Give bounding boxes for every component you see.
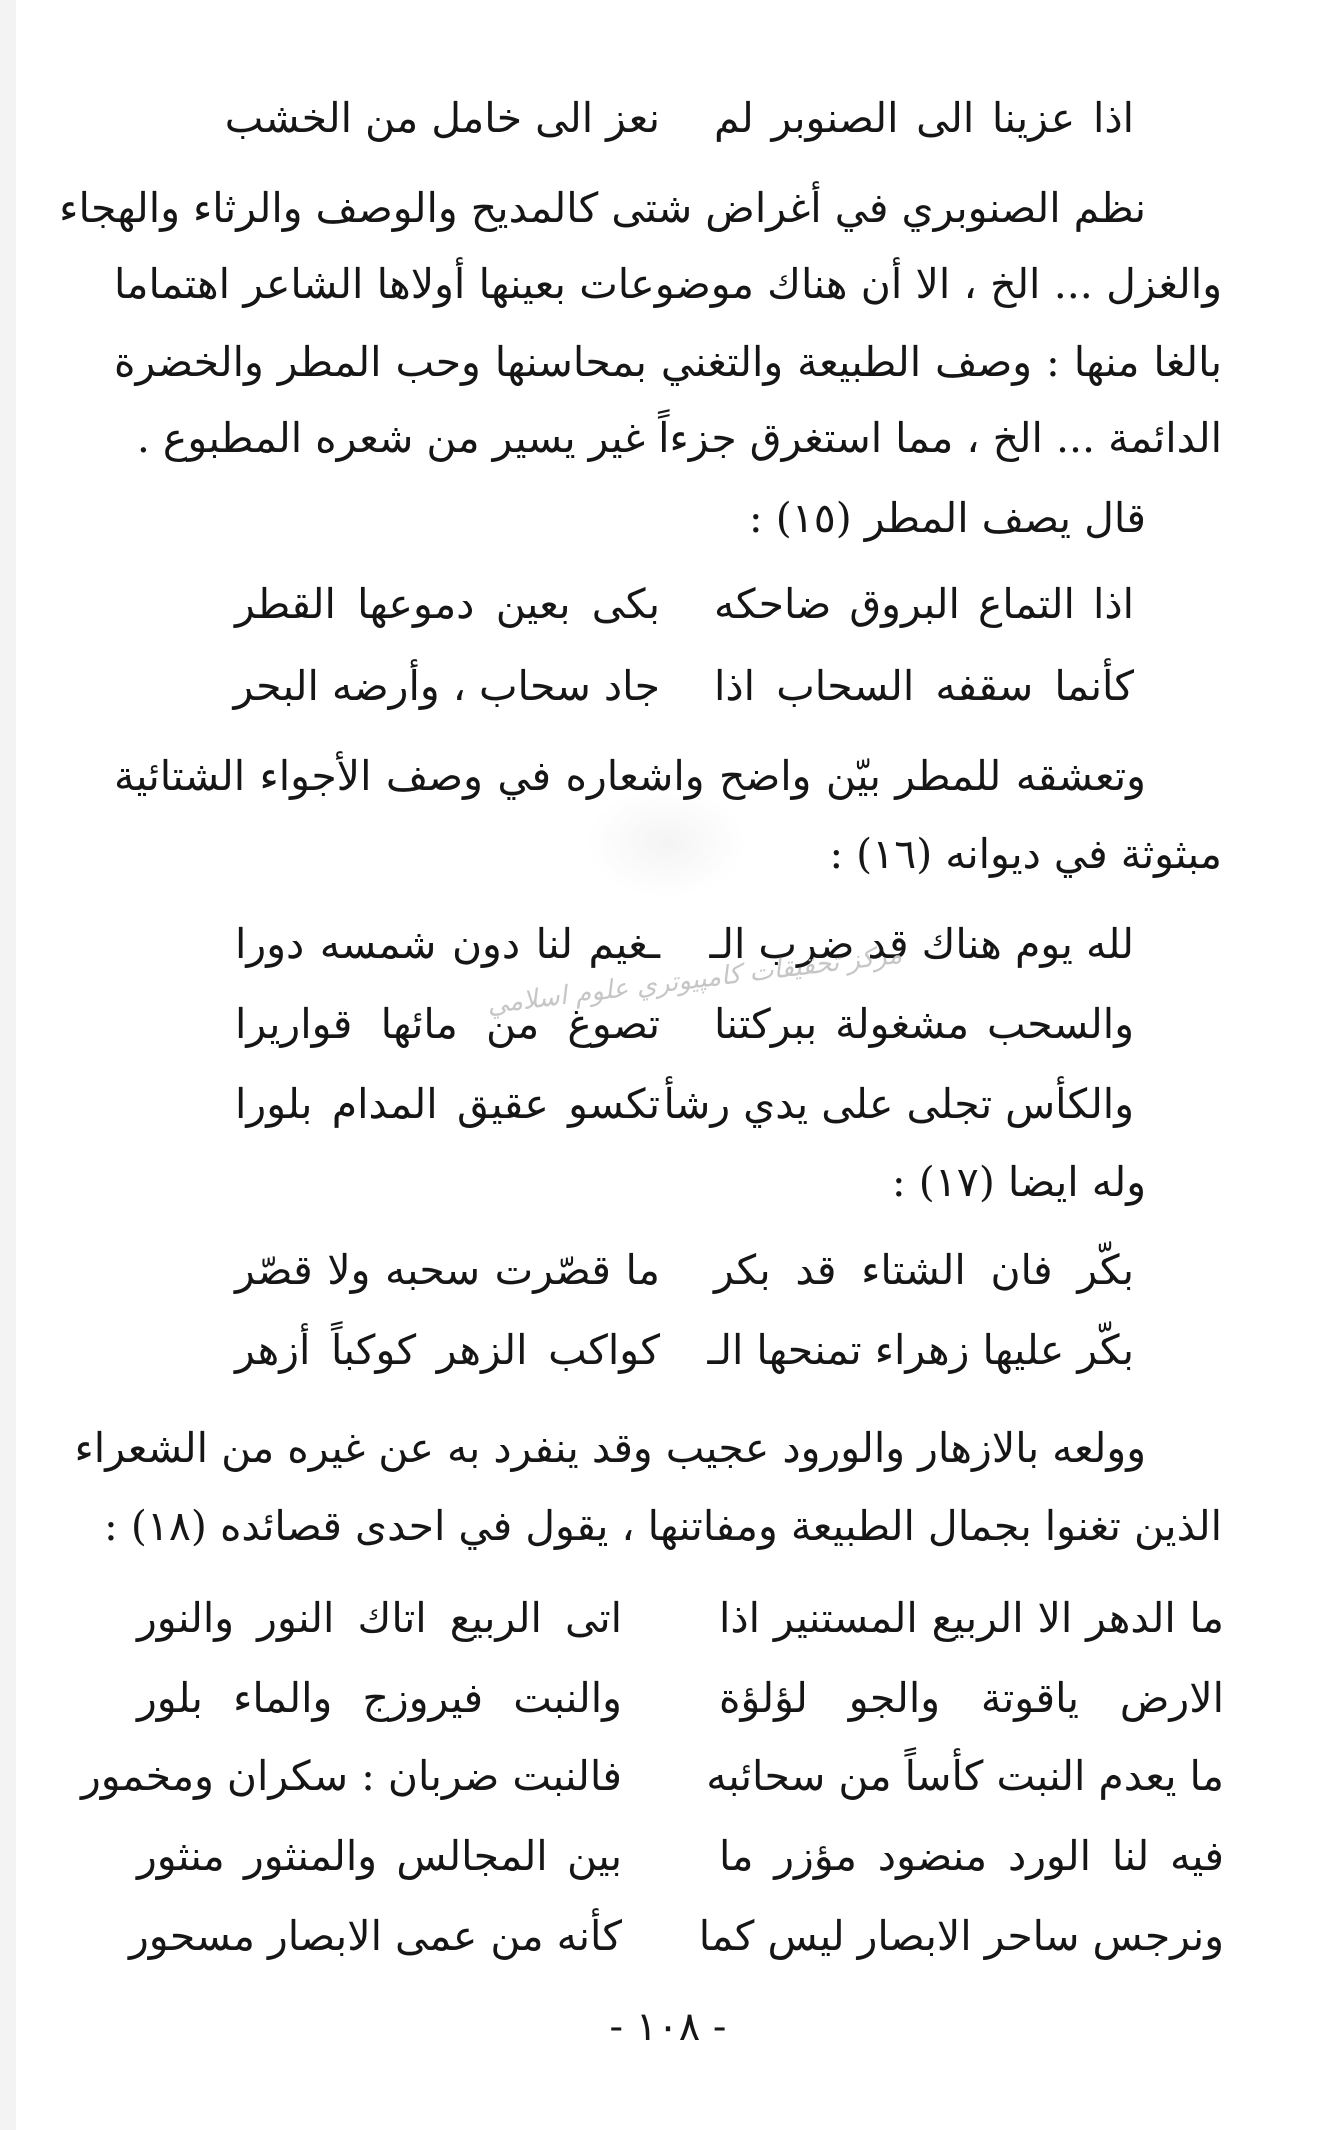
paragraph-line: مبثوثة في ديوانه (١٦) : [829,830,1222,878]
verse-hemistich-left: جاد سحاب ، وأرضه البحر [233,662,660,710]
verse-hemistich-right: اذا التماع البروق ضاحكه [714,580,1134,628]
verse-intro: وله ايضا (١٧) : [891,1158,1146,1206]
paragraph-line: نظم الصنوبري في أغراض شتى كالمديح والوصف والرثاء والهجاء [59,184,1146,232]
verse-hemistich-left: تكسو عقيق المدام بلورا [235,1080,660,1128]
verse-hemistich-right: فيه لنا الورد منضود مؤزر ما [719,1832,1224,1880]
scan-smudge [586,788,746,898]
paragraph-line: وولعه بالازهار والورود عجيب وقد ينفرد به عن غيره من الشعراء [74,1424,1146,1472]
verse-hemistich-left: ما قصّرت سحبه ولا قصّر [235,1246,660,1294]
verse-hemistich-right: ونرجس ساحر الابصار ليس كما [698,1912,1224,1960]
verse-hemistich-right: بكّر عليها زهراء تمنحها الـ [707,1326,1134,1374]
verse-hemistich-left: بكى بعين دموعها القطر [235,580,660,628]
verse-hemistich-right: ما يعدم النبت كأساً من سحائبه [706,1752,1224,1800]
paragraph-line: الدائمة ... الخ ، مما استغرق جزءاً غير يسير من شعره المطبوع . [136,414,1222,462]
verse-hemistich-right: لله يوم هناك قد ضرب الـ [709,920,1134,968]
paragraph-line: والغزل ... الخ ، الا أن هناك موضوعات بعينها أولاها الشاعر اهتماما [114,260,1222,308]
paragraph-line: الذين تغنوا بجمال الطبيعة ومفاتنها ، يقول في احدى قصائده (١٨) : [104,1502,1222,1550]
verse-hemistich-left: والنبت فيروزج والماء بلور [137,1674,622,1722]
verse-hemistich-left: بين المجالس والمنثور منثور [137,1832,622,1880]
watermark-stamp: مركز تحقيقات كامپيوتري علوم اسلامي [485,939,904,1021]
page-number: - ١٠٨ - [609,2004,727,2050]
paragraph-line: وتعشقه للمطر بيّن واضح واشعاره في وصف الأجواء الشتائية [114,752,1146,800]
scan-edge-shadow [0,0,16,2130]
verse-hemistich-left: اتى الربيع اتاك النور والنور [137,1594,622,1642]
verse-hemistich-left: فالنبت ضربان : سكران ومخمور [80,1752,622,1800]
verse-hemistich-left: تصوغ من مائها قواريرا [235,1000,660,1048]
verse-hemistich-right: ما الدهر الا الربيع المستنير اذا [719,1594,1224,1642]
verse-hemistich-right: بكّر فان الشتاء قد بكر [714,1246,1134,1294]
verse-intro: قال يصف المطر (١٥) : [748,494,1146,542]
verse-hemistich-left: ـغيم لنا دون شمسه دورا [235,920,660,968]
verse-hemistich-left: كواكب الزهر كوكباً أزهر [235,1326,660,1374]
verse-hemistich-left: نعز الى خامل من الخشب [224,94,660,142]
verse-hemistich-right: والكأس تجلى على يدي رشأ [663,1080,1134,1128]
paragraph-line: بالغا منها : وصف الطبيعة والتغني بمحاسنها وحب المطر والخضرة [114,338,1222,386]
verse-hemistich-left: كأنه من عمى الابصار مسحور [128,1912,622,1960]
verse-hemistich-right: الارض ياقوتة والجو لؤلؤة [719,1674,1224,1722]
verse-hemistich-right: اذا عزينا الى الصنوبر لم [714,94,1134,142]
verse-hemistich-right: كأنما سقفه السحاب اذا [714,662,1134,710]
verse-hemistich-right: والسحب مشغولة ببركتنا [714,1000,1134,1048]
